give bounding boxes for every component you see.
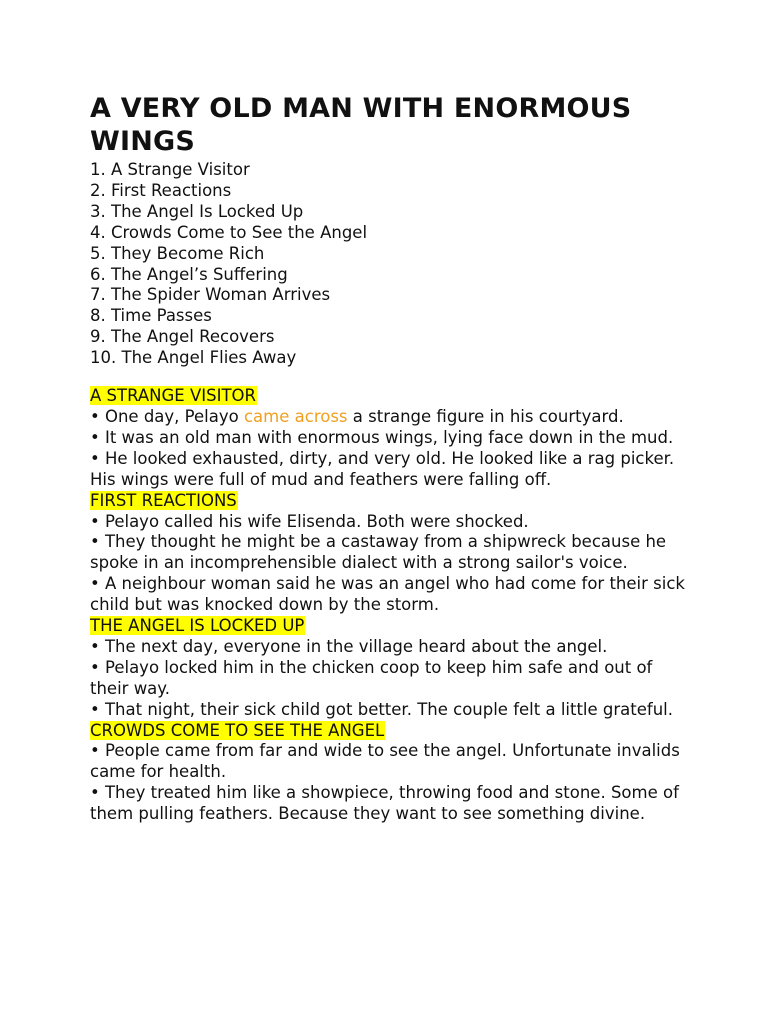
bullet-text: • Pelayo called his wife Elisenda. Both were shocked. — [90, 511, 529, 531]
toc-item: 10. The Angel Flies Away — [90, 348, 297, 368]
bullet-text: • It was an old man with enormous wings, lying face down in the mud. — [90, 427, 674, 447]
bullet-text-part: a strange figure in his courtyard. — [347, 406, 624, 426]
bullet-item — [90, 512, 690, 533]
document-page — [90, 92, 690, 825]
toc-item: 3. The Angel Is Locked Up — [90, 201, 304, 221]
bullet-text: • They treated him like a showpiece, throwing food and stone. Some of them pulling feathers. Because they want to see something divine. — [90, 783, 679, 824]
highlighted-heading: A STRANGE VISITOR — [90, 386, 256, 406]
bullet-text: • The next day, everyone in the village heard about the angel. — [90, 636, 608, 656]
section-first-reactions — [90, 491, 690, 616]
bullet-item — [90, 741, 690, 783]
toc-item: 6. The Angel’s Suffering — [90, 264, 288, 284]
bullet-item — [90, 574, 690, 616]
toc-item: 5. They Become Rich — [90, 243, 265, 263]
toc-item: 2. First Reactions — [90, 180, 232, 200]
toc-item: 8. Time Passes — [90, 306, 212, 326]
section-heading — [90, 721, 690, 742]
bullet-item — [90, 428, 690, 449]
bullet-text: • He looked exhausted, dirty, and very old. He looked like a rag picker. His wings were full of mud and feathers were falling off. — [90, 448, 675, 489]
accent-phrase: came across — [243, 406, 348, 426]
section-heading — [90, 616, 690, 637]
section-the-angel-is-locked-up — [90, 616, 690, 721]
highlighted-heading: FIRST REACTIONS — [90, 490, 237, 510]
bullet-text: • That night, their sick child got better. The couple felt a little grateful. — [90, 699, 673, 719]
section-heading — [90, 491, 690, 512]
toc-item: 1. A Strange Visitor — [90, 160, 250, 179]
section-heading — [90, 386, 690, 407]
bullet-text: • Pelayo locked him in the chicken coop to keep him safe and out of their way. — [90, 657, 653, 698]
bullet-item — [90, 532, 690, 574]
bullet-text: • A neighbour woman said he was an angel who had come for their sick child but was knocked down by the storm. — [90, 574, 685, 615]
bullet-text: • They thought he might be a castaway from a shipwreck because he spoke in an incomprehensible dialect with a strong sailor's voice. — [90, 532, 667, 573]
bullet-item — [90, 783, 690, 825]
toc-item: 4. Crowds Come to See the Angel — [90, 222, 368, 242]
bullet-text — [90, 407, 690, 428]
bullet-item — [90, 700, 690, 721]
highlighted-heading: THE ANGEL IS LOCKED UP — [90, 616, 305, 636]
bullet-item — [90, 407, 690, 428]
bullet-item — [90, 658, 690, 700]
section-crowds-come-to-see-the-angel — [90, 721, 690, 826]
toc-item: 7. The Spider Woman Arrives — [90, 285, 331, 305]
bullet-text-part: • One day, Pelayo — [90, 406, 244, 426]
bullet-item — [90, 449, 690, 491]
highlighted-heading: CROWDS COME TO SEE THE ANGEL — [90, 720, 385, 740]
toc-item: 9. The Angel Recovers — [90, 327, 275, 347]
bullet-item — [90, 637, 690, 658]
document-title: A VERY OLD MAN WITH ENORMOUS WINGS — [90, 93, 632, 157]
bullet-text: • People came from far and wide to see the angel. Unfortunate invalids came for health. — [90, 741, 680, 782]
table-of-contents — [90, 160, 690, 369]
section-a-strange-visitor — [90, 386, 690, 491]
